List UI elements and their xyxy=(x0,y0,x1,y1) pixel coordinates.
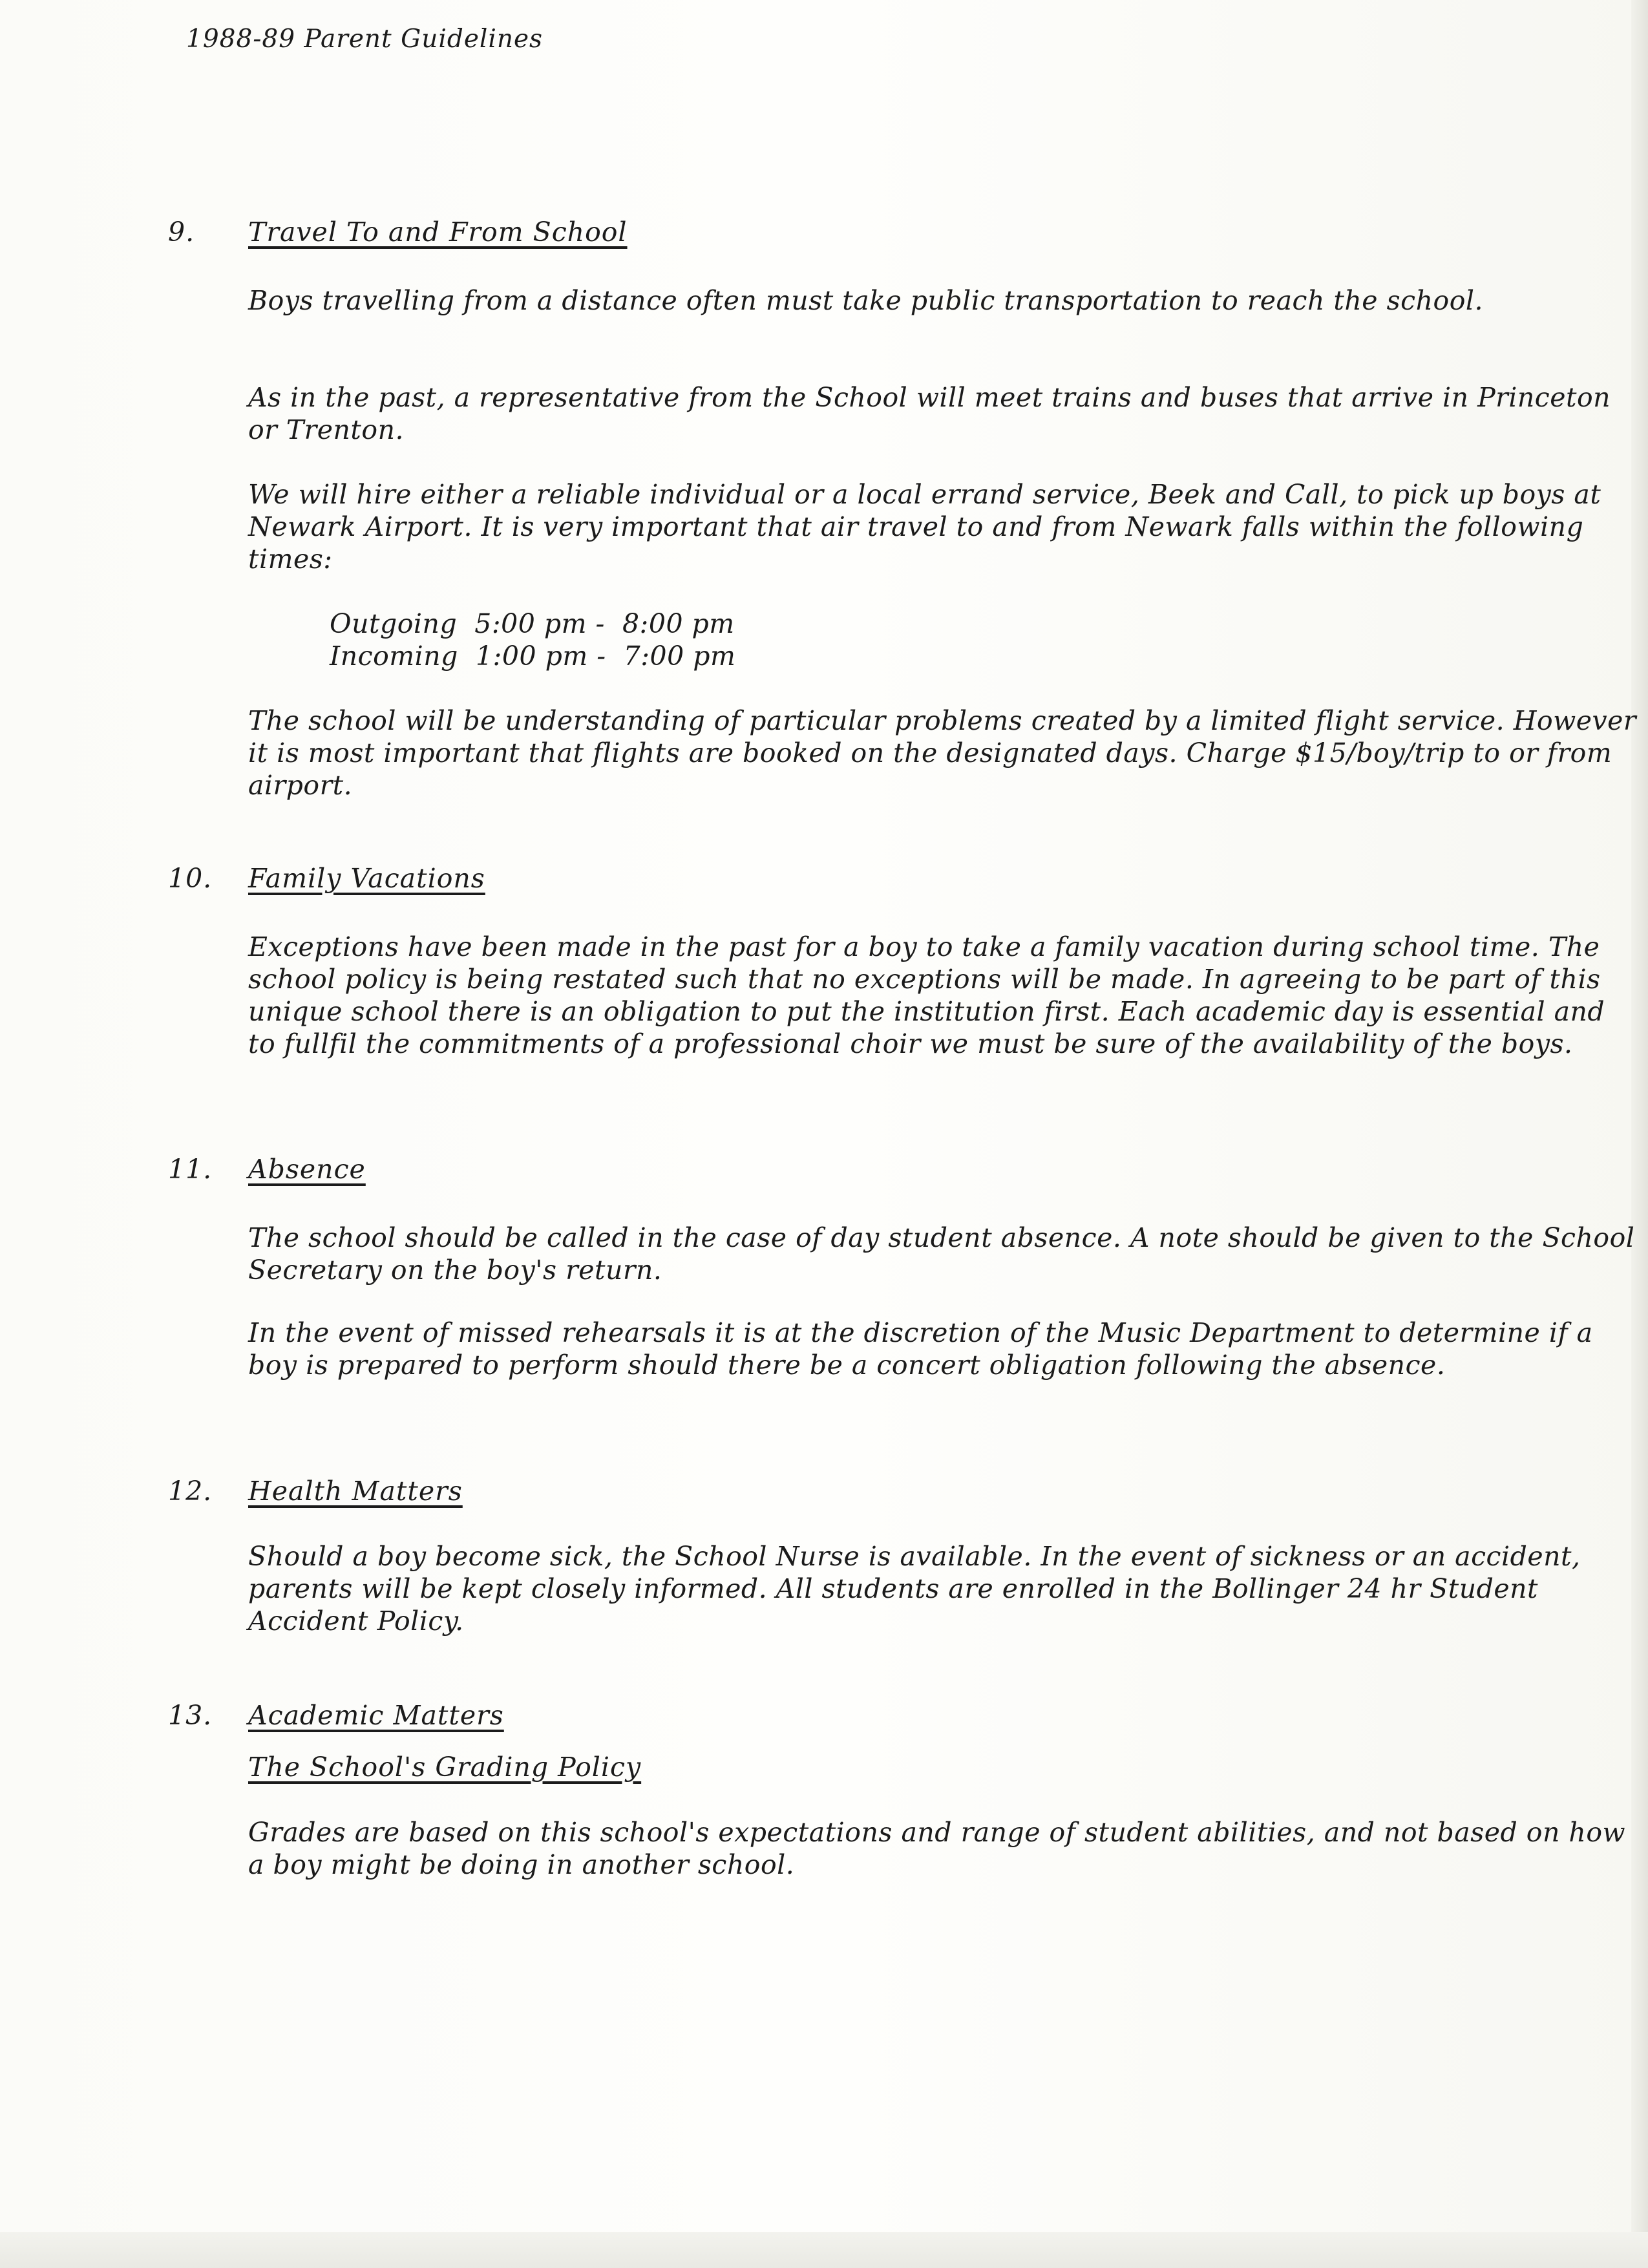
paragraph: In the event of missed rehearsals it is at the discretion of the Music Department to determine if a boy is prepared to perform should there be a concert obligation following the absence. xyxy=(248,1317,1593,1381)
page-edge-shadow xyxy=(1631,0,1648,2268)
section-number: 13. xyxy=(168,1700,213,1731)
section-title: Academic Matters xyxy=(248,1700,504,1731)
section-number: 11. xyxy=(168,1154,213,1185)
airport-times-table xyxy=(330,608,735,672)
times-value: 1:00 pm - 7:00 pm xyxy=(475,641,736,672)
times-row-outgoing xyxy=(330,608,735,640)
paragraph: Grades are based on this school's expectations and range of student abilities, and not based on how a boy might be doing in another school. xyxy=(248,1817,1626,1880)
paragraph: Should a boy become sick, the School Nurse is available. In the event of sickness or an accident, parents will be kept closely informed. All students are enrolled in the Bollinger 24 hr Student Accident Policy. xyxy=(248,1541,1581,1637)
document-header: 1988-89 Parent Guidelines xyxy=(186,25,544,54)
times-row-incoming xyxy=(330,640,735,672)
paragraph: Exceptions have been made in the past for a boy to take a family vacation during school time. The school policy is being restated such that no exceptions will be made. In agreeing to be part of this unique school there is an obligation to put the institution first. Each academic day is essential and to fullfil the commitments of a professional choir we must be sure of the availability of the boys. xyxy=(248,931,1605,1059)
section-title: Family Vacations xyxy=(248,863,485,894)
section-number: 12. xyxy=(168,1476,213,1507)
paragraph: Boys travelling from a distance often must take public transportation to reach the school. xyxy=(248,285,1484,316)
paragraph: As in the past, a representative from the School will meet trains and buses that arrive in Princeton or Trenton. xyxy=(248,382,1611,445)
page-bottom-edge xyxy=(0,2232,1648,2268)
section-number: 10. xyxy=(168,863,213,894)
paragraph: The school will be understanding of particular problems created by a limited flight service. However it is most important that flights are booked on the designated days. Charge $15/boy/trip to or from airport. xyxy=(248,705,1637,801)
section-subtitle: The School's Grading Policy xyxy=(248,1752,642,1783)
section-title: Health Matters xyxy=(248,1476,463,1507)
times-label: Outgoing xyxy=(330,608,458,639)
section-title: Travel To and From School xyxy=(248,217,628,248)
times-value: 5:00 pm - 8:00 pm xyxy=(474,608,735,639)
times-label: Incoming xyxy=(330,641,458,672)
paragraph: The school should be called in the case of day student absence. A note should be given to the School Secretary on the boy's return. xyxy=(248,1222,1635,1286)
section-title: Absence xyxy=(248,1154,366,1185)
paragraph: We will hire either a reliable individual or a local errand service, Beek and Call, to pick up boys at Newark Airport. It is very important that air travel to and from Newark falls within the following times: xyxy=(248,479,1601,575)
section-number: 9. xyxy=(168,217,195,248)
